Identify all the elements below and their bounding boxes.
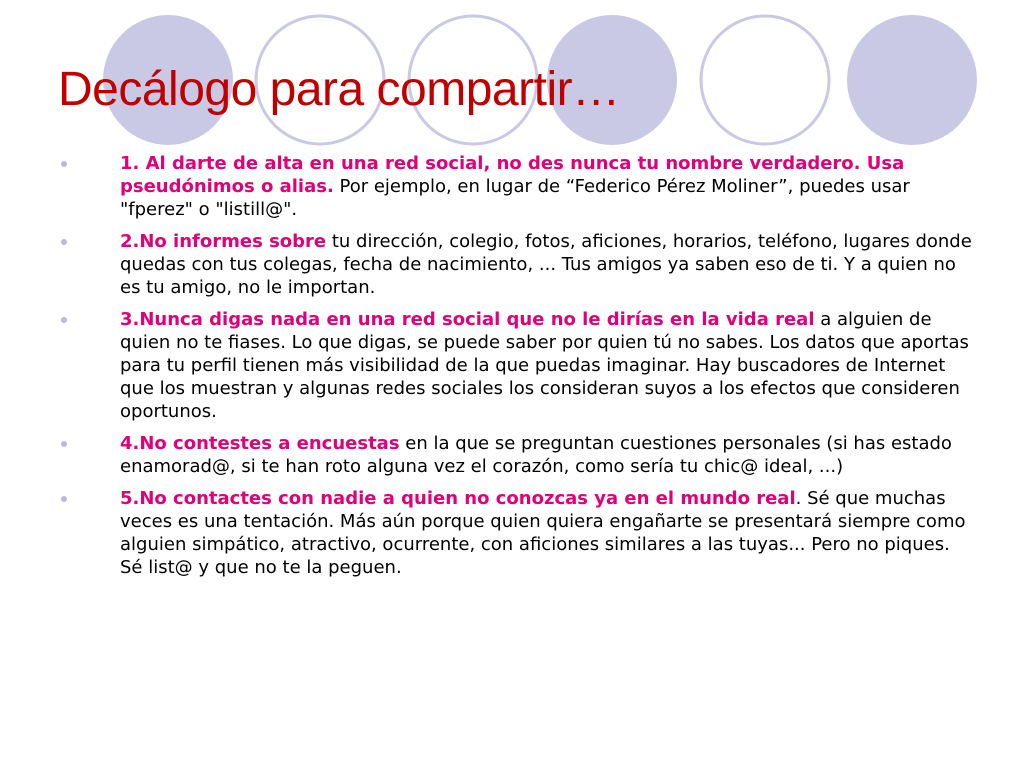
- list-item: [58, 432, 978, 478]
- item-highlight: 3.Nunca digas nada en una red social que no le dirías en la vida real: [120, 309, 815, 330]
- bullet-dot-icon: [61, 441, 67, 447]
- list-item: [58, 152, 978, 221]
- decorative-circle-icon: [847, 15, 977, 145]
- bullet-dot-icon: [61, 239, 67, 245]
- item-text: tu dirección, colegio, fotos, aficiones, horarios, teléfono, lugares donde quedas con tus colegas, fecha de nacimiento, ... Tus amigos ya saben eso de ti. Y a quien no es tu amigo, no le importan.: [120, 231, 972, 298]
- list-item: [58, 308, 978, 423]
- item-highlight: 5.No contactes con nadie a quien no conozcas ya en el mundo real: [120, 488, 796, 509]
- item-highlight: 2.No informes sobre: [120, 231, 327, 252]
- item-text: . Sé que muchas veces es una tentación. Más aún porque quien quiera engañarte se presentará siempre como alguien simpático, atractivo, ocurrente, con aficiones similares a las tuyas... Pero no piques. Sé list@ y que no te la peguen.: [120, 488, 966, 578]
- list-item: [58, 487, 978, 579]
- bullet-dot-icon: [61, 496, 67, 502]
- item-highlight: 4.No contestes a encuestas: [120, 433, 400, 454]
- slide-title: Decálogo para compartir…: [58, 63, 620, 116]
- list-item: [58, 230, 978, 299]
- item-text: a alguien de quien no te fiases. Lo que digas, se puede saber por quien tú no sabes. Los datos que aportas para tu perfil tienen más visibilidad de la que puedas imaginar. Hay buscadores de Internet que los muestran y algunas redes sociales los consideran suyos a los efectos que consideren oportunos.: [120, 309, 969, 422]
- decorative-circle-icon: [701, 16, 829, 144]
- bullet-list: [58, 152, 978, 588]
- bullet-dot-icon: [61, 161, 67, 167]
- item-text: Por ejemplo, en lugar de “Federico Pérez Moliner”, puedes usar "fperez" o "listill@".: [120, 176, 910, 220]
- item-highlight: 1. Al darte de alta en una red social, no des nunca tu nombre verdadero. Usa pseudónimos o alias.: [120, 153, 905, 197]
- item-text: en la que se preguntan cuestiones personales (si has estado enamorad@, si te han roto alguna vez el corazón, como sería tu chic@ ideal, ...): [120, 433, 952, 477]
- bullet-dot-icon: [61, 317, 67, 323]
